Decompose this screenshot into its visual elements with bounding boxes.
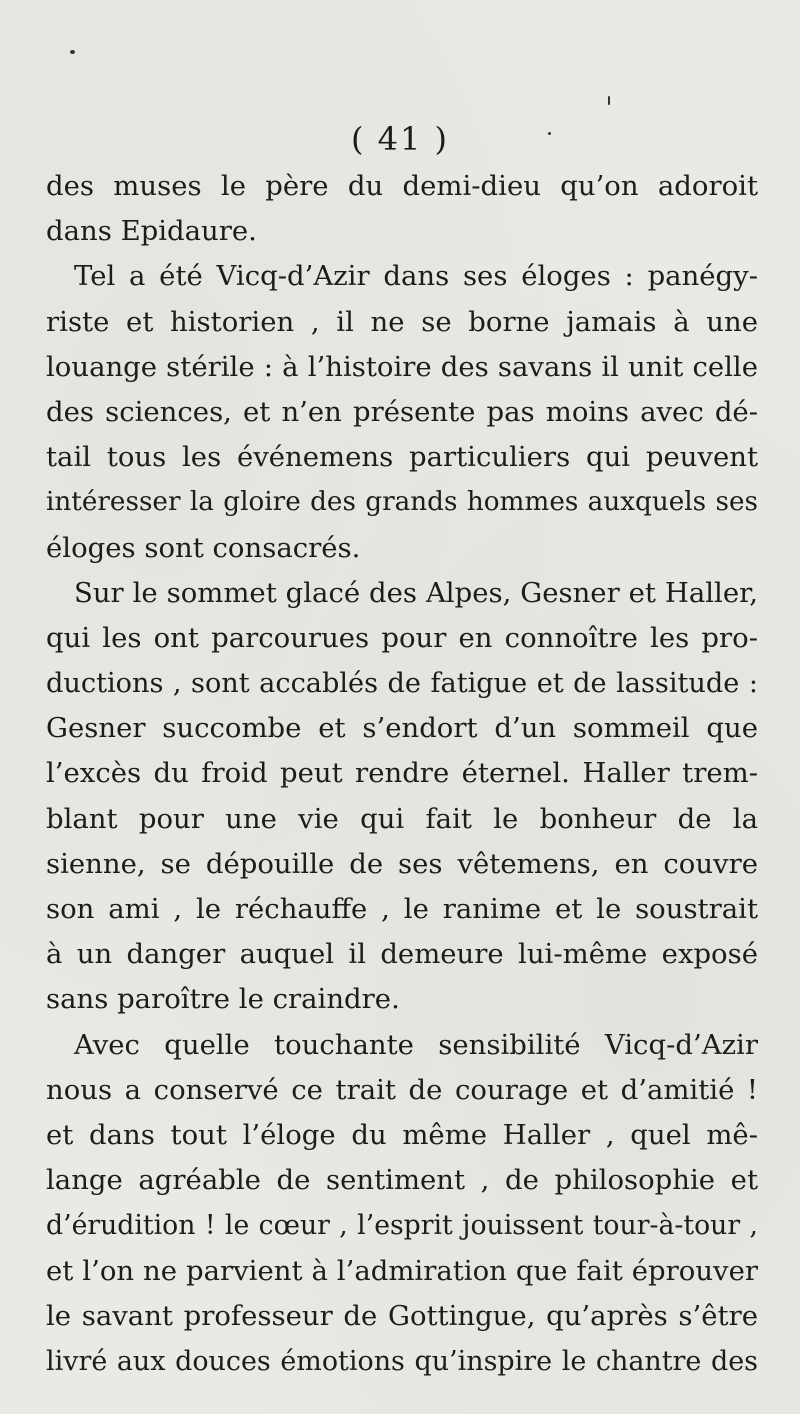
- text-line: livré aux douces émotions qu’inspire le chantre des: [46, 1345, 758, 1377]
- text-line: riste et historien , il ne se borne jamais à une: [46, 305, 758, 338]
- text-line: son ami , le réchauffe , le ranime et le soustrait: [46, 893, 758, 925]
- ink-speck: [608, 96, 610, 105]
- ink-speck: [548, 132, 551, 135]
- text-line: sans paroître le craindre.: [46, 983, 400, 1016]
- text-line: lange agréable de sentiment , de philosophie et: [46, 1164, 758, 1197]
- text-line: intéresser la gloire des grands hommes auxquels ses: [46, 487, 758, 518]
- text-line: à un danger auquel il demeure lui-même exposé: [46, 938, 758, 971]
- text-line: Tel a été Vicq-d’Azir dans ses éloges : panégy-: [74, 260, 758, 293]
- text-line: des sciences, et n’en présente pas moins avec dé-: [46, 395, 758, 428]
- text-line: des muses le père du demi-dieu qu’on adoroit: [46, 170, 758, 202]
- text-line: Avec quelle touchante sensibilité Vicq-d’Azir: [74, 1028, 758, 1061]
- text-line: blant pour une vie qui fait le bonheur de la: [46, 802, 758, 835]
- text-line: Gesner succombe et s’endort d’un sommeil que: [46, 712, 758, 745]
- page-number: ( 41 ): [350, 120, 450, 158]
- text-line: qui les ont parcourues pour en connoître les pro-: [46, 621, 758, 654]
- text-line: sienne, se dépouille de ses vêtemens, en couvre: [46, 847, 758, 880]
- text-line: louange stérile : à l’histoire des savans il unit celle: [46, 350, 758, 383]
- text-line: d’érudition ! le cœur , l’esprit jouissent tour-à-tour ,: [46, 1210, 758, 1242]
- body-text: [46, 164, 758, 1384]
- text-line: le savant professeur de Gottingue, qu’après s’être: [46, 1299, 758, 1332]
- text-line: l’excès du froid peut rendre éternel. Haller trem-: [46, 757, 758, 790]
- text-line: tail tous les événemens particuliers qui peuvent: [46, 441, 758, 474]
- ink-speck: [70, 50, 75, 54]
- text-line: Sur le sommet glacé des Alpes, Gesner et Haller,: [74, 576, 758, 609]
- text-line: éloges sont consacrés.: [46, 531, 361, 564]
- text-line: et dans tout l’éloge du même Haller , quel mê-: [46, 1118, 758, 1151]
- text-line: et l’on ne parvient à l’admiration que fait éprouver: [46, 1254, 758, 1287]
- text-line: dans Epidaure.: [46, 215, 257, 248]
- text-line: nous a conservé ce trait de courage et d’amitié !: [46, 1073, 758, 1106]
- text-line: ductions , sont accablés de fatigue et de lassitude :: [46, 668, 758, 700]
